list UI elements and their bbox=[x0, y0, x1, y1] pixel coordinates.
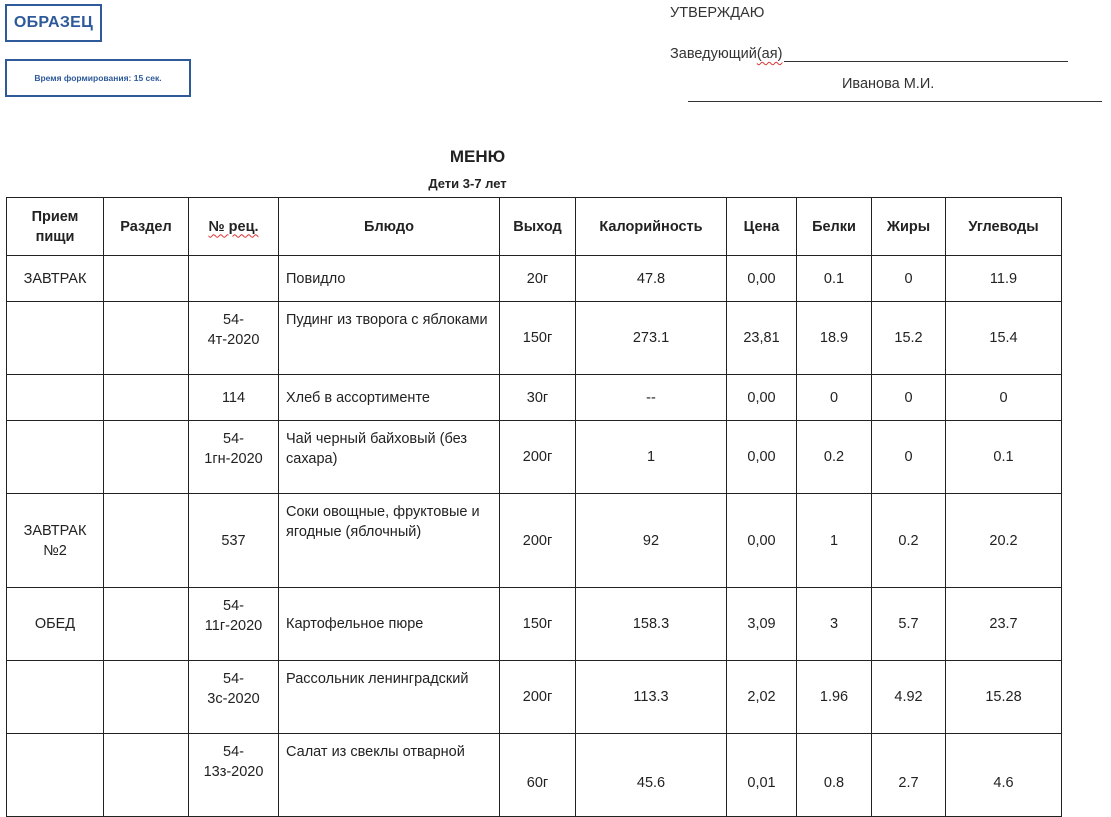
table-row bbox=[7, 375, 1062, 421]
column-header-output: Выход bbox=[500, 198, 576, 256]
approver-name: Иванова М.И. bbox=[842, 76, 935, 92]
column-header-carbs: Углеводы bbox=[946, 198, 1062, 256]
approval-position-suffix: (ая) bbox=[756, 46, 783, 62]
cell-calories: -- bbox=[576, 375, 727, 421]
recipe-line-1: 54- bbox=[223, 431, 244, 447]
column-header-proteins: Белки bbox=[797, 198, 872, 256]
cell-meal bbox=[7, 421, 104, 494]
menu-title: МЕНЮ bbox=[449, 147, 506, 166]
cell-carbs: 15.4 bbox=[946, 302, 1062, 375]
cell-section bbox=[104, 588, 189, 661]
cell-dish: Пудинг из творога с яблоками bbox=[279, 302, 500, 375]
cell-carbs: 15.28 bbox=[946, 661, 1062, 734]
cell-section bbox=[104, 661, 189, 734]
cell-calories: 1 bbox=[576, 421, 727, 494]
cell-dish: Салат из свеклы отварной bbox=[279, 734, 500, 817]
cell-section bbox=[104, 302, 189, 375]
cell-recipe bbox=[189, 421, 279, 494]
cell-dish: Картофельное пюре bbox=[279, 588, 500, 661]
approval-title: УТВЕРЖДАЮ bbox=[670, 5, 765, 21]
table-row bbox=[7, 588, 1062, 661]
table-row bbox=[7, 734, 1062, 817]
cell-meal: ОБЕД bbox=[7, 588, 104, 661]
cell-recipe bbox=[189, 256, 279, 302]
menu-table bbox=[6, 197, 1062, 817]
cell-price: 0,00 bbox=[727, 375, 797, 421]
cell-output: 20г bbox=[500, 256, 576, 302]
cell-recipe bbox=[189, 734, 279, 817]
cell-proteins: 1 bbox=[797, 494, 872, 588]
cell-proteins: 3 bbox=[797, 588, 872, 661]
cell-calories: 113.3 bbox=[576, 661, 727, 734]
cell-price: 23,81 bbox=[727, 302, 797, 375]
cell-price: 0,00 bbox=[727, 494, 797, 588]
cell-meal: ЗАВТРАК bbox=[7, 256, 104, 302]
column-header-recipe bbox=[189, 198, 279, 256]
cell-fats: 0.2 bbox=[872, 494, 946, 588]
sample-stamp: ОБРАЗЕЦ bbox=[5, 4, 102, 42]
recipe-line-2: 13з-2020 bbox=[203, 764, 264, 780]
cell-proteins: 1.96 bbox=[797, 661, 872, 734]
cell-recipe bbox=[189, 494, 279, 588]
cell-fats: 15.2 bbox=[872, 302, 946, 375]
cell-proteins: 0.1 bbox=[797, 256, 872, 302]
cell-calories: 273.1 bbox=[576, 302, 727, 375]
cell-recipe bbox=[189, 661, 279, 734]
table-header-row bbox=[7, 198, 1062, 256]
cell-proteins: 0.8 bbox=[797, 734, 872, 817]
cell-proteins: 0 bbox=[797, 375, 872, 421]
cell-section bbox=[104, 734, 189, 817]
column-header-meal: Прием пищи bbox=[7, 198, 104, 256]
column-header-fats: Жиры bbox=[872, 198, 946, 256]
cell-price: 0,01 bbox=[727, 734, 797, 817]
cell-price: 0,00 bbox=[727, 256, 797, 302]
column-header-price: Цена bbox=[727, 198, 797, 256]
cell-calories: 45.6 bbox=[576, 734, 727, 817]
cell-meal bbox=[7, 734, 104, 817]
cell-meal bbox=[7, 375, 104, 421]
generation-time-box: Время формирования: 15 сек. bbox=[5, 59, 191, 97]
cell-output: 60г bbox=[500, 734, 576, 817]
recipe-line-2: 1гн-2020 bbox=[204, 451, 263, 467]
cell-calories: 47.8 bbox=[576, 256, 727, 302]
name-divider bbox=[688, 101, 1102, 102]
cell-price: 2,02 bbox=[727, 661, 797, 734]
recipe-line-2: 11г-2020 bbox=[204, 618, 263, 634]
approval-position-line bbox=[670, 46, 1068, 62]
cell-calories: 92 bbox=[576, 494, 727, 588]
cell-output: 30г bbox=[500, 375, 576, 421]
cell-price: 3,09 bbox=[727, 588, 797, 661]
signature-line bbox=[784, 47, 1068, 62]
cell-recipe bbox=[189, 302, 279, 375]
cell-recipe bbox=[189, 588, 279, 661]
cell-carbs: 23.7 bbox=[946, 588, 1062, 661]
cell-section bbox=[104, 375, 189, 421]
cell-output: 150г bbox=[500, 588, 576, 661]
cell-fats: 4.92 bbox=[872, 661, 946, 734]
cell-fats: 0 bbox=[872, 256, 946, 302]
cell-carbs: 0 bbox=[946, 375, 1062, 421]
column-header-recipe-label: № рец. bbox=[208, 218, 259, 235]
cell-output: 150г bbox=[500, 302, 576, 375]
cell-proteins: 18.9 bbox=[797, 302, 872, 375]
recipe-line-2: 3с-2020 bbox=[207, 691, 260, 707]
cell-dish: Хлеб в ассортименте bbox=[279, 375, 500, 421]
cell-recipe bbox=[189, 375, 279, 421]
recipe-line-1: 54- bbox=[223, 744, 244, 760]
recipe-line-1: 537 bbox=[221, 532, 246, 549]
table-row bbox=[7, 302, 1062, 375]
table-row bbox=[7, 494, 1062, 588]
cell-section bbox=[104, 421, 189, 494]
cell-dish: Чай черный байховый (без сахара) bbox=[279, 421, 500, 494]
cell-carbs: 0.1 bbox=[946, 421, 1062, 494]
cell-meal bbox=[7, 302, 104, 375]
recipe-line-1: 114 bbox=[221, 389, 246, 406]
cell-fats: 0 bbox=[872, 421, 946, 494]
cell-carbs: 4.6 bbox=[946, 734, 1062, 817]
cell-fats: 2.7 bbox=[872, 734, 946, 817]
cell-output: 200г bbox=[500, 494, 576, 588]
cell-output: 200г bbox=[500, 421, 576, 494]
cell-output: 200г bbox=[500, 661, 576, 734]
cell-dish: Рассольник ленинградский bbox=[279, 661, 500, 734]
cell-fats: 5.7 bbox=[872, 588, 946, 661]
recipe-line-1: 54- bbox=[223, 312, 244, 328]
column-header-dish: Блюдо bbox=[279, 198, 500, 256]
cell-meal bbox=[7, 661, 104, 734]
table-row bbox=[7, 421, 1062, 494]
column-header-section: Раздел bbox=[104, 198, 189, 256]
cell-calories: 158.3 bbox=[576, 588, 727, 661]
table-row bbox=[7, 256, 1062, 302]
menu-subtitle: Дети 3-7 лет bbox=[428, 176, 507, 191]
approval-position-prefix: Заведующий bbox=[670, 46, 757, 62]
cell-section bbox=[104, 494, 189, 588]
cell-dish: Повидло bbox=[279, 256, 500, 302]
cell-fats: 0 bbox=[872, 375, 946, 421]
cell-price: 0,00 bbox=[727, 421, 797, 494]
cell-carbs: 20.2 bbox=[946, 494, 1062, 588]
cell-proteins: 0.2 bbox=[797, 421, 872, 494]
column-header-calories: Калорийность bbox=[576, 198, 727, 256]
recipe-line-1: 54- bbox=[223, 671, 244, 687]
recipe-line-2: 4т-2020 bbox=[207, 332, 260, 348]
cell-dish: Соки овощные, фруктовые и ягодные (яблочный) bbox=[279, 494, 500, 588]
recipe-line-1: 54- bbox=[223, 598, 244, 614]
cell-section bbox=[104, 256, 189, 302]
cell-carbs: 11.9 bbox=[946, 256, 1062, 302]
cell-meal: ЗАВТРАК №2 bbox=[7, 494, 104, 588]
table-row bbox=[7, 661, 1062, 734]
